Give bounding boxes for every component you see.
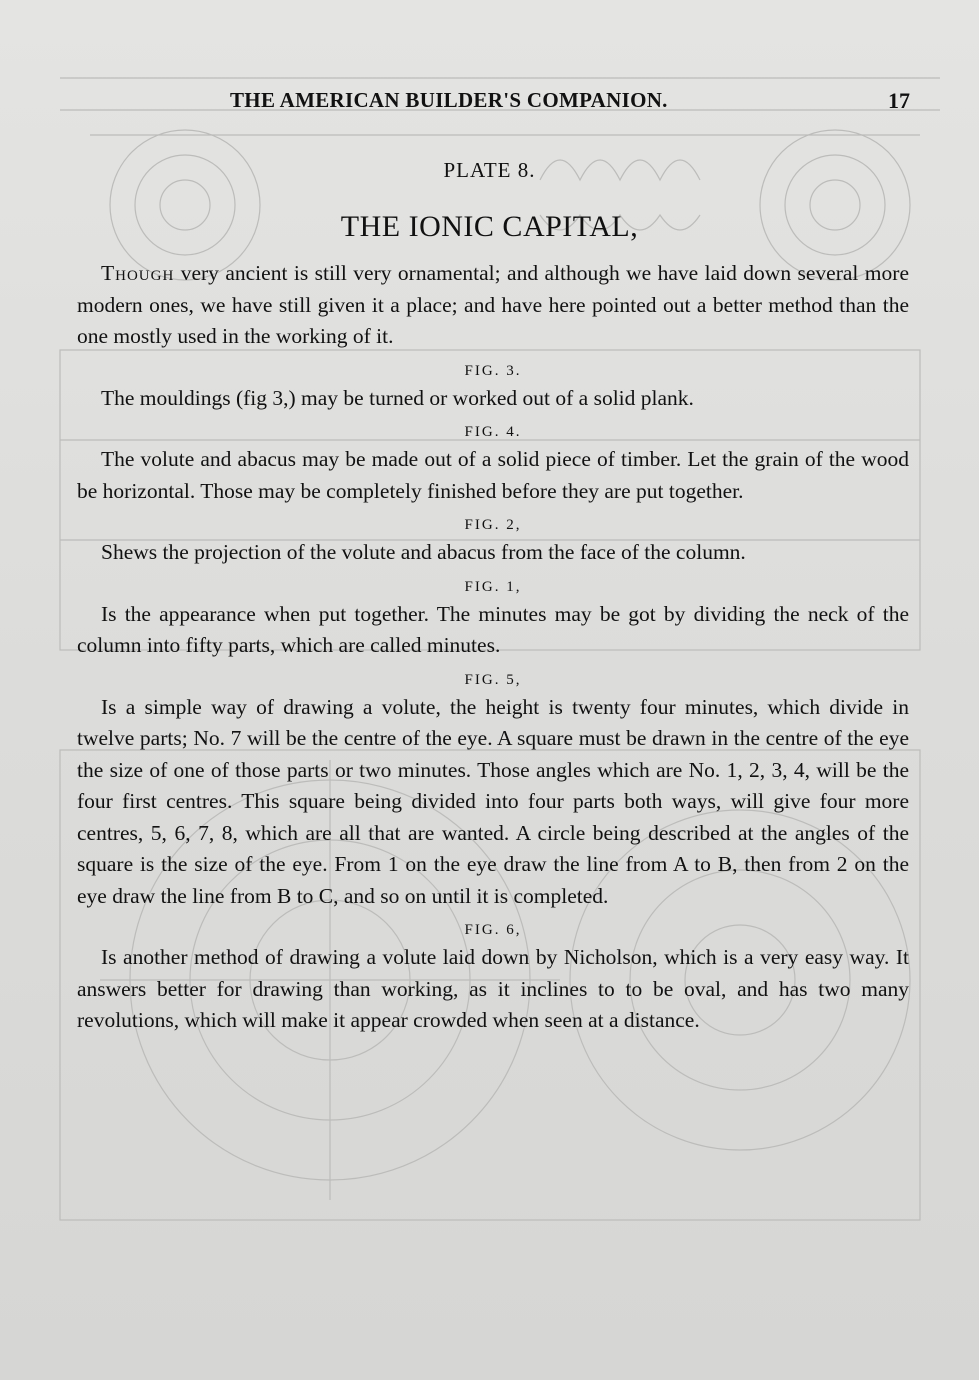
fig-heading: FIG. 6,: [464, 922, 522, 938]
running-title: THE AMERICAN BUILDER'S COMPANION.: [230, 88, 668, 112]
intro-text: very ancient is still very ornamental; and although we have laid down several more modern ones, we have still given it a place; and have here pointed out a better method than the one mostly used in the working of it.: [77, 261, 909, 348]
plate-label: PLATE 8.: [443, 158, 536, 182]
fig-paragraph: Is another method of drawing a volute laid down by Nicholson, which is a very easy way. It answers better for drawing than working, as it inclines to to be oval, and has two many revolutions, which will make it appear crowded when seen at a distance.: [77, 945, 909, 1032]
fig-heading: FIG. 1,: [464, 578, 522, 595]
fig-paragraph: Shews the projection of the volute and abacus from the face of the column.: [101, 540, 746, 564]
fig-paragraph: Is the appearance when put together. The minutes may be got by dividing the neck of the column into fifty parts, which are called minutes.: [77, 601, 909, 657]
running-header: [230, 88, 910, 118]
fig-heading: FIG. 4.: [464, 424, 522, 440]
fig-paragraph: The mouldings (fig 3,) may be turned or worked out of a solid plank.: [101, 385, 694, 410]
fig-heading: FIG. 2,: [464, 517, 522, 533]
fig-paragraph: Is a simple way of drawing a volute, the height is twenty four minutes, which divide in twelve parts; No. 7 will be the centre of the eye. A square must be drawn in the centre of the eye the size of one of those parts or two minutes. Those angles which are No. 1, 2, 3, 4, will be the four first centres. This square being divided into four parts both ways, will give four more centres, 5, 6, 7, 8, which are all that are wanted. A circle being described at the angles of the square is the size of the eye. From 1 on the eye draw the line from A to B, then from 2 on the eye draw the line from B to C, and so on until it is completed.: [77, 694, 909, 908]
intro-lead-word: Though: [101, 261, 175, 285]
intro-paragraph: [77, 258, 909, 353]
chapter-title: THE IONIC CAPITAL,: [340, 210, 639, 243]
page-number: 17: [888, 88, 910, 113]
fig-paragraph: The volute and abacus may be made out of a solid piece of timber. Let the grain of the wood be horizontal. Those may be completely finished before they are put together.: [77, 447, 909, 503]
text-body: [77, 258, 909, 1037]
fig-heading: FIG. 3.: [464, 362, 522, 379]
fig-heading: FIG. 5,: [464, 671, 522, 688]
